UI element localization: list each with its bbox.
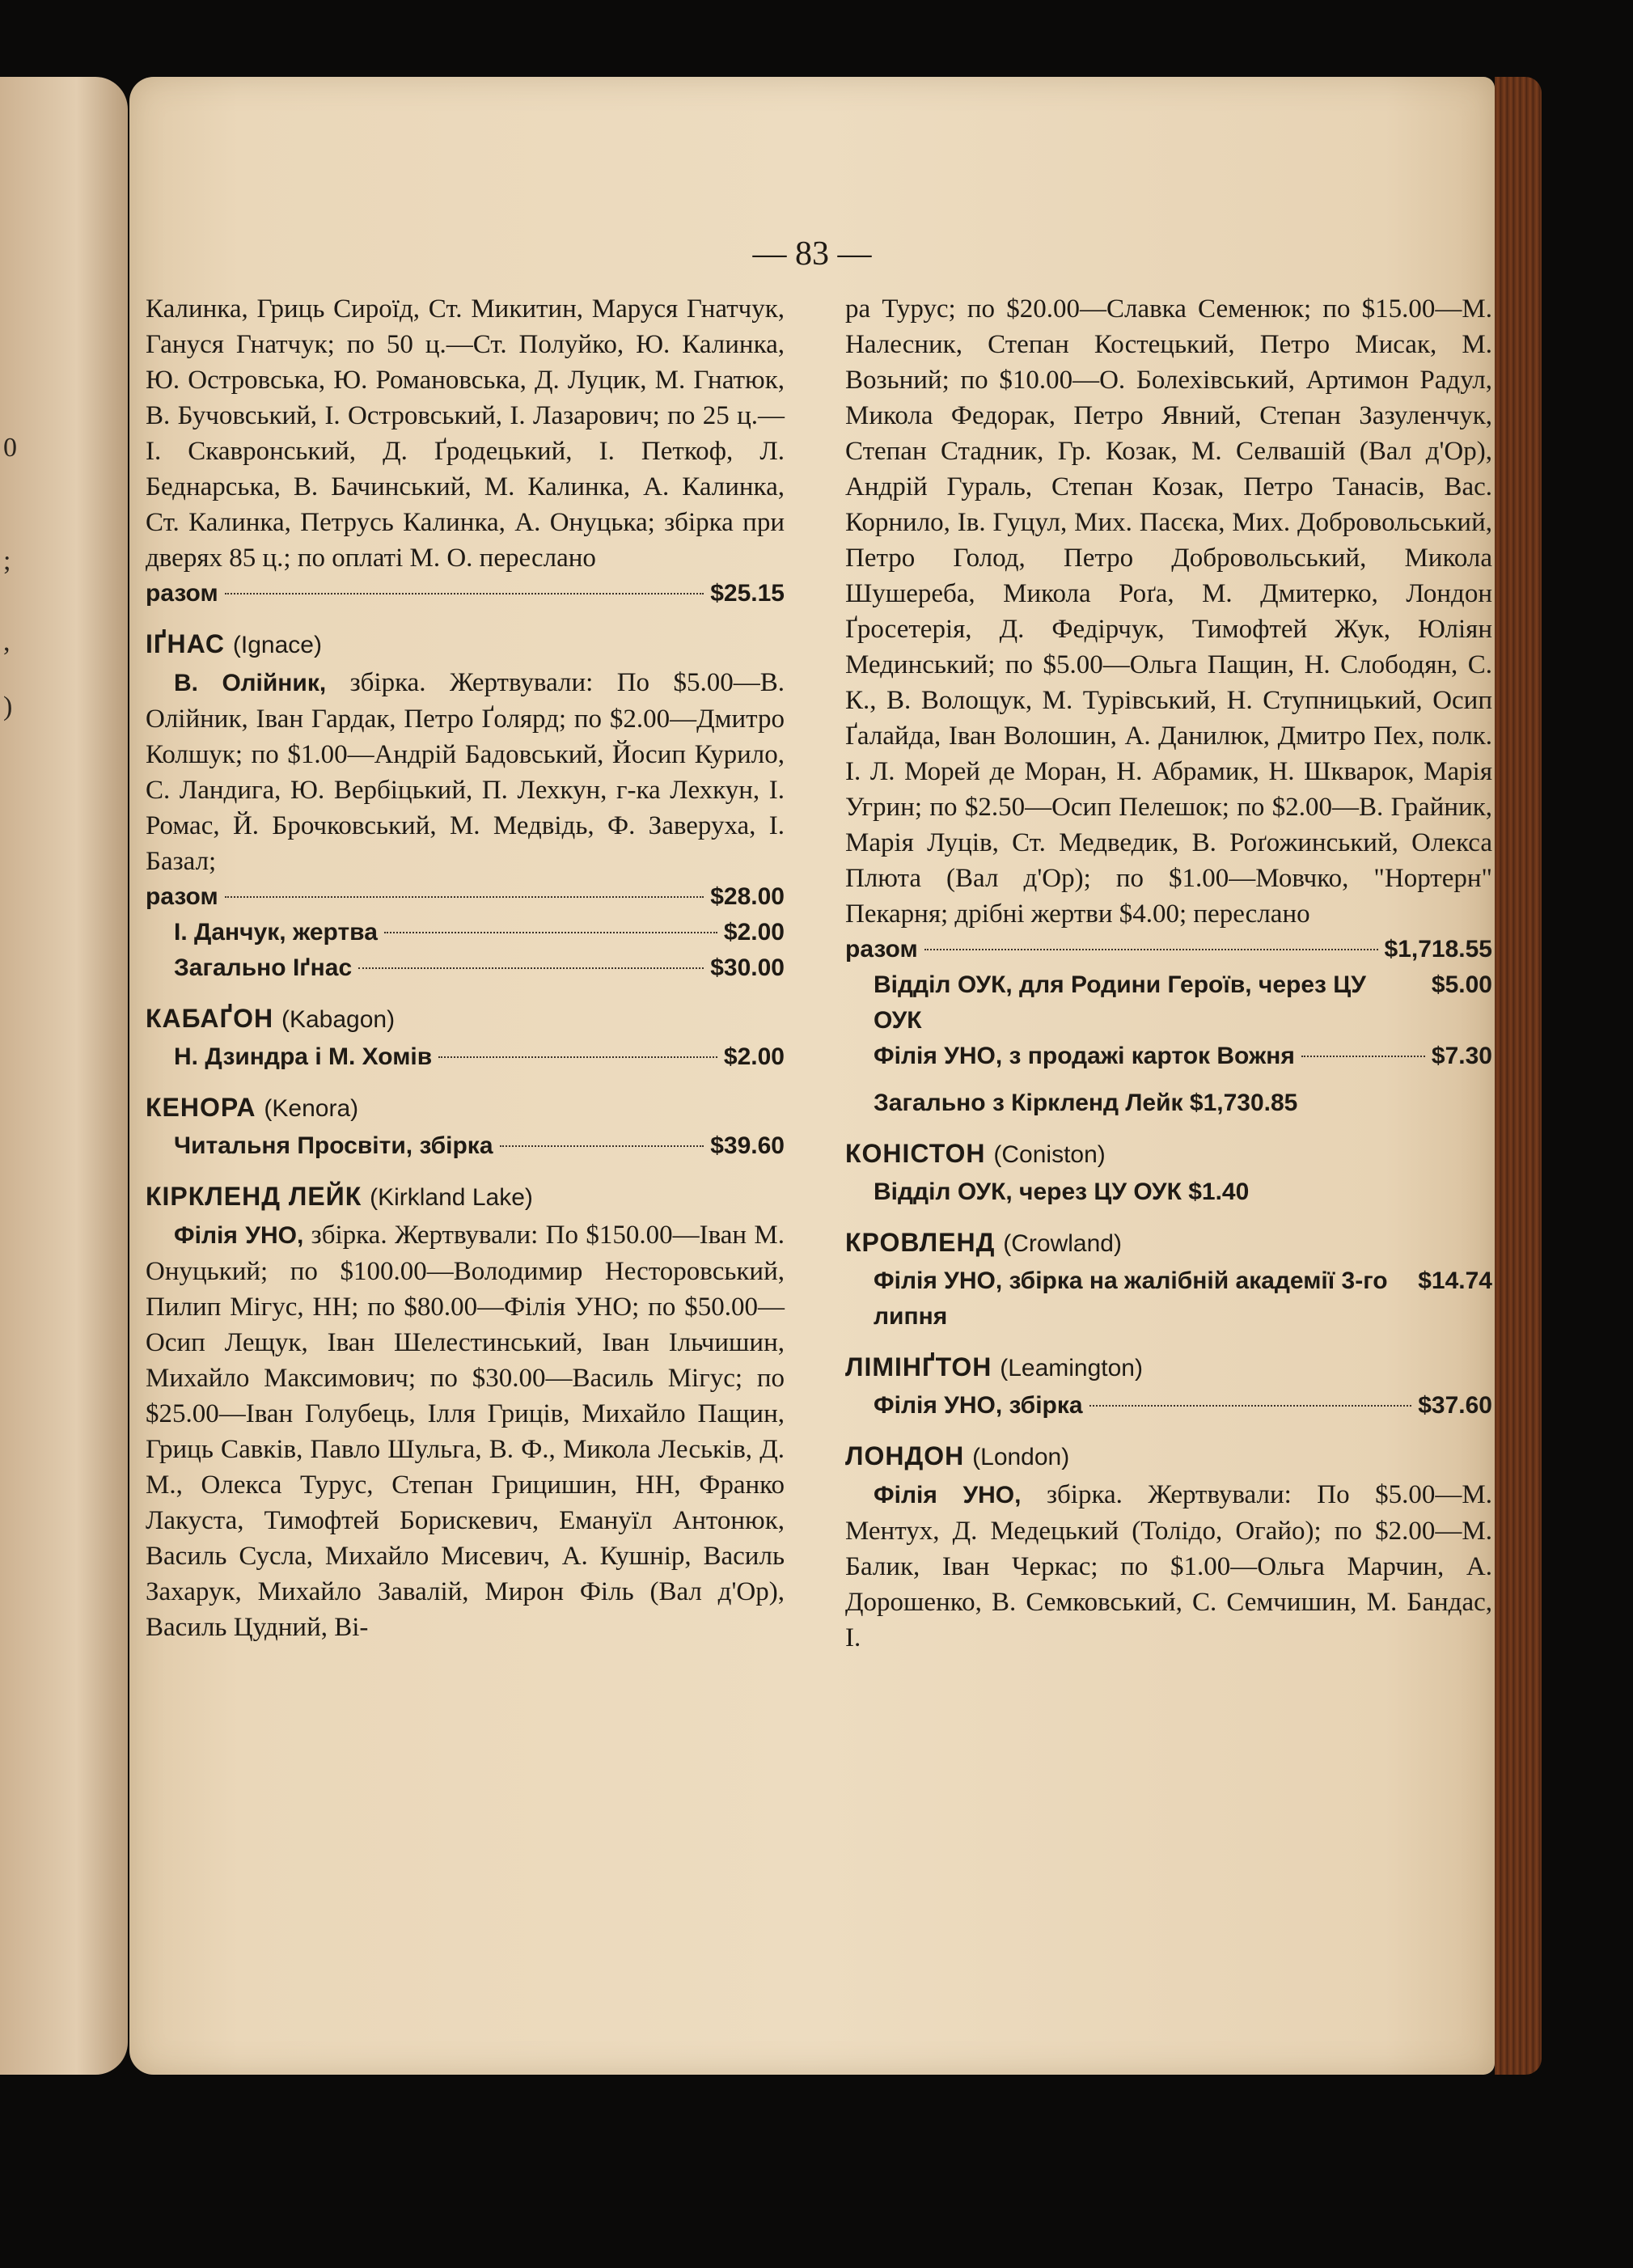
paragraph: Філія УНО, збірка. Жертвували: По $150.00—Іван М. Онуцький; по $100.00—Володимир Несторовський, Пилип Мігус, НН; по $80.00—Філія УНО; по $50.00—Осип Лещук, Іван Шелестинський, Іван Ільчишин, Михайло Максимович; по $30.00—Василь Мігус; по $25.00—Іван Голубець, Ілля Гриців, Михайло Пащин, Гриць Савків, Павло Шульга, В. Ф., Микола Леськів, Д. М., Олекса Турус, Степан Грицишин, НН, Франко Лакуста, Тимофтей Борискевич, Емануїл Антонюк, Василь Сусла, Михайло Мисевич, А. Кушнір, Василь Захарук, Михайло Завалій, Мирон Філь (Вал д'Ор), Василь Цудний, Ві- (146, 1221, 785, 1642)
right-column (845, 291, 1492, 1656)
total-row: Н. Дзиндра і М. Хомів $2.00 (174, 1043, 785, 1070)
margin-fragment: ; (3, 546, 11, 576)
grand-total: Загально з Кіркленд Лейк $1,730.85 (874, 1090, 1298, 1116)
total-row: Загально Іґнас $30.00 (174, 954, 785, 981)
section-heading: ЛОНДОН (London) (845, 1441, 1070, 1470)
section-heading: КАБАҐОН (Kabagon) (146, 1004, 396, 1033)
total-row: Філія УНО, з продажі карток Вожня $7.30 (874, 1043, 1492, 1069)
margin-fragment: 0 (3, 433, 17, 463)
total-row: Філія УНО, збірка $37.60 (874, 1392, 1492, 1419)
section-heading: КІРКЛЕНД ЛЕЙК (Kirkland Lake) (146, 1182, 533, 1211)
paragraph: В. Олійник, збірка. Жертвували: По $5.00—В. Олійник, Іван Гардак, Петро Ґолярд; по $2.00—Дмитро Колшук; по $1.00—Андрій Бадовський, Йосип Курило, С. Ландига, Ю. Вербіцький, П. Лехкун, г-ка Лехкун, І. Ромас, Й. Брочковський, М. Медвідь, Ф. Заверуха, І. Базал; (146, 668, 785, 876)
section-heading: КОНІСТОН (Coniston) (845, 1139, 1106, 1168)
paragraph: ра Турус; по $20.00—Славка Семенюк; по $15.00—М. Налесник, Степан Костецький, Петро Мисак, М. Возьний; по $10.00—О. Болехівський, Артимон Радул, Микола Федорак, Петро Явний, Степан Зазуленчук, Степан Стадник, Гр. Козак, М. Селвашій (Вал д'Ор), Андрій Гураль, Степан Козак, Петро Танасів, Вас. Корнило, Ів. Гуцул, Мих. Пасєка, Мих. Добровольський, Петро Голод, Петро Добровольський, Микола Шушереба, Микола Роґа, М. Дмитерко, Лондон Ґросетерія, Д. Федірчук, Тимофтей Жук, Юліян Мединський; по $5.00—Ольга Пащин, Н. Слободян, С. К., В. Волощук, М. Турівський, Н. Ступницький, Осип Ґалайда, Іван Волошин, А. Данилюк, Дмитро Пех, полк. І. Л. Морей де Моран, Н. Абрамик, Н. Шкварок, Марія Угрин; по $2.50—Осип Пелешок; по $2.00—В. Грайник, Марія Луців, Ст. Медведик, В. Роґожинський, Олекса Плюта (Вал д'Ор); по $1.00—Мовчко, "Нортерн" Пекарня; дрібні жертви $4.00; переслано (845, 294, 1492, 929)
total-row: Філія УНО, збірка на жалібній академії 3-го липня $14.74 (874, 1267, 1492, 1330)
total-row: разом $1,718.55 (845, 936, 1492, 963)
section-heading: ЛІМІНҐТОН (Leamington) (845, 1352, 1143, 1382)
margin-fragment: , (3, 627, 11, 657)
page-edges (1495, 77, 1542, 2075)
total-row: разом $25.15 (146, 580, 785, 607)
paragraph: Філія УНО, збірка. Жертвували: По $5.00—М. Ментух, Д. Медецький (Толідо, Огайо); по $2.00—М. Балик, Іван Черкас; по $1.00—Ольга Марчин, А. Дорошенко, В. Семковський, С. Семчишин, М. Бандас, І. (845, 1480, 1492, 1652)
left-column (146, 291, 785, 1645)
total-row: Читальня Просвіти, збірка $39.60 (174, 1132, 785, 1159)
total-row: Відділ ОУК, через ЦУ ОУК $1.40 (874, 1178, 1250, 1205)
section-heading: ІҐНАС (Ignace) (146, 629, 322, 658)
margin-fragment: ) (3, 692, 13, 721)
paragraph: Калинка, Гриць Сироїд, Ст. Микитин, Маруся Гнатчук, Гануся Гнатчук; по 50 ц.—Ст. Полуйко, Ю. Калинка, Ю. Островська, Ю. Романовська, Д. Луцик, М. Гнатюк, В. Бучовський, І. Островський, І. Лазарович; по 25 ц.—І. Скавронський, Д. Ґродецький, І. Петкоф, Л. Беднарська, В. Бачинський, М. Калинка, А. Калинка, Ст. Калинка, Петрусь Калинка, А. Онуцька; збірка при дверях 85 ц.; по оплаті М. О. переслано (146, 294, 785, 573)
page-number: — 83 — (752, 235, 872, 273)
total-row: І. Данчук, жертва $2.00 (174, 919, 785, 946)
total-row: Відділ ОУК, для Родини Героїв, через ЦУ ОУК $5.00 (874, 971, 1492, 1034)
left-page-edge (0, 77, 128, 2075)
section-heading: КЕНОРА (Kenora) (146, 1093, 359, 1122)
total-row: разом $28.00 (146, 883, 785, 910)
section-heading: КРОВЛЕНД (Crowland) (845, 1228, 1122, 1257)
